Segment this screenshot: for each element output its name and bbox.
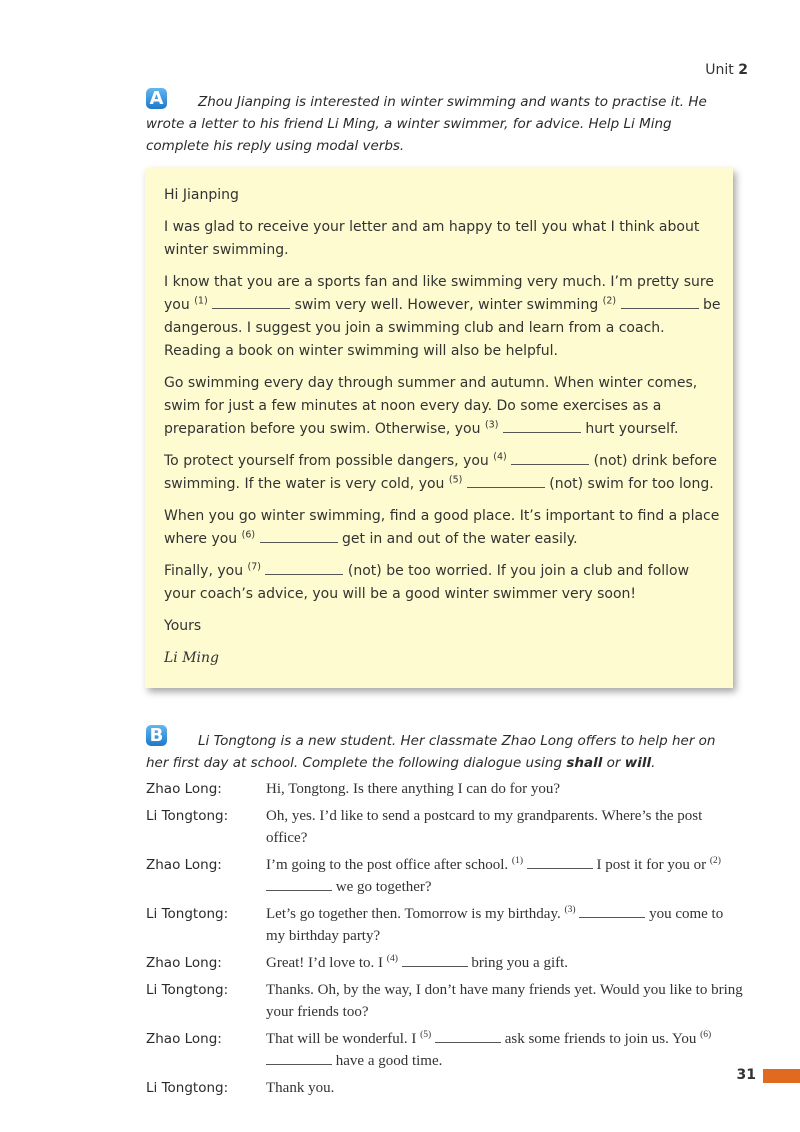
answer-blank-7[interactable] bbox=[265, 560, 343, 575]
answer-blank-2[interactable] bbox=[621, 294, 699, 309]
letter-signature: Li Ming bbox=[164, 650, 220, 666]
speaker: Zhao Long: bbox=[146, 857, 222, 873]
unit-label: Unit bbox=[705, 62, 734, 78]
blank-number: (4) bbox=[386, 954, 398, 964]
speaker: Li Tongtong: bbox=[146, 808, 229, 824]
section-b-badge: B bbox=[146, 725, 167, 746]
speaker: Li Tongtong: bbox=[146, 906, 229, 922]
dialogue-blank-3[interactable] bbox=[579, 903, 645, 918]
blank-number: (2) bbox=[709, 856, 721, 866]
dialogue-row bbox=[146, 952, 746, 974]
answer-blank-5[interactable] bbox=[467, 473, 545, 488]
speaker: Li Tongtong: bbox=[146, 1080, 229, 1096]
dialogue-line: I’m going to the post office after school. $^{(1)}$ I post it for you or $^{(2)}$ we go together? bbox=[266, 856, 721, 895]
section-a-badge: A bbox=[146, 88, 167, 109]
answer-blank-6[interactable] bbox=[260, 528, 338, 543]
dialogue-line: Let’s go together then. Tomorrow is my birthday. $^{(3)}$ you come to my birthday party? bbox=[266, 905, 724, 944]
dialogue-blank-6[interactable] bbox=[266, 1050, 332, 1065]
dialogue-blank-4[interactable] bbox=[402, 952, 468, 967]
blank-number: (1) bbox=[511, 856, 523, 866]
dialogue-blank-2[interactable] bbox=[266, 876, 332, 891]
dialogue-line: Thank you. bbox=[266, 1080, 335, 1096]
dialogue-row bbox=[146, 1077, 746, 1099]
dialogue-line: That will be wonderful. I $^{(5)}$ ask some friends to join us. You $^{(6)}$ have a good time. bbox=[266, 1030, 712, 1069]
dialogue-blank-1[interactable] bbox=[527, 854, 593, 869]
section-a-instruction: Zhou Jianping is interested in winter swimming and wants to practise it. He wrote a letter to his friend Li Ming, a winter swimmer, for advice. Help Li Ming complete his reply using modal verbs. bbox=[146, 94, 707, 154]
letter-paragraph-4: To protect yourself from possible dangers, you $^{(4)}$ (not) drink before swimming. If the water is very cold, you $^{(5)}$ (not) swim for too long. bbox=[164, 451, 717, 492]
blank-number: (7) bbox=[247, 561, 261, 573]
blank-number: (1) bbox=[194, 295, 208, 307]
dialogue-row bbox=[146, 805, 746, 849]
dialogue-line: Oh, yes. I’d like to send a postcard to my grandparents. Where’s the post office? bbox=[266, 808, 703, 846]
dialogue-blank-5[interactable] bbox=[435, 1028, 501, 1043]
speaker: Zhao Long: bbox=[146, 955, 222, 971]
blank-number: (6) bbox=[700, 1030, 712, 1040]
answer-blank-3[interactable] bbox=[503, 418, 581, 433]
answer-blank-1[interactable] bbox=[212, 294, 290, 309]
dialogue-row bbox=[146, 778, 746, 800]
blank-number: (3) bbox=[564, 905, 576, 915]
blank-number: (5) bbox=[420, 1030, 432, 1040]
dialogue-row bbox=[146, 903, 746, 947]
section-b-instruction: Li Tongtong is a new student. Her classmate Zhao Long offers to help her on her first day at school. Complete the following dialogue using shall or will. bbox=[146, 733, 716, 771]
letter-paragraph-5: When you go winter swimming, find a good place. It’s important to find a place where you $^{(6)}$ get in and out of the water easily. bbox=[164, 508, 720, 547]
dialogue-line: Thanks. Oh, by the way, I don’t have many friends yet. Would you like to bring your friends too? bbox=[266, 982, 743, 1020]
letter-closing: Yours bbox=[164, 618, 202, 634]
speaker: Zhao Long: bbox=[146, 1031, 222, 1047]
unit-number: 2 bbox=[738, 62, 748, 78]
dialogue-row bbox=[146, 854, 746, 898]
blank-number: (2) bbox=[602, 295, 617, 307]
dialogue-row bbox=[146, 979, 746, 1023]
letter-paragraph-2: I know that you are a sports fan and like swimming very much. I’m pretty sure you $^{(1)}$ swim very well. However, winter swimming $^{(2)}$ be dangerous. I suggest you join a swimming club and learn from a coach. Reading a book on winter swimming will also be helpful. bbox=[164, 274, 721, 359]
dialogue-row bbox=[146, 1028, 746, 1072]
letter-paragraph-1: I was glad to receive your letter and am happy to tell you what I think about winter swimming. bbox=[164, 219, 700, 258]
dialogue bbox=[146, 778, 746, 1104]
answer-blank-4[interactable] bbox=[511, 450, 589, 465]
speaker: Zhao Long: bbox=[146, 781, 222, 797]
letter-paragraph-6: Finally, you $^{(7)}$ (not) be too worried. If you join a club and follow your coach’s advice, you will be a good winter swimmer very soon! bbox=[164, 561, 690, 602]
speaker: Li Tongtong: bbox=[146, 982, 229, 998]
blank-number: (5) bbox=[448, 474, 463, 486]
letter-greeting: Hi Jianping bbox=[164, 187, 239, 203]
letter-paragraph-3: Go swimming every day through summer and autumn. When winter comes, swim for just a few minutes at noon every day. Do some exercises as a preparation before you swim. Otherwise, you $^{(3)}$ hurt yourself. bbox=[164, 375, 698, 437]
blank-number: (3) bbox=[484, 419, 499, 431]
blank-number: (4) bbox=[493, 451, 507, 463]
dialogue-line: Great! I’d love to. I $^{(4)}$ bring you a gift. bbox=[266, 954, 569, 971]
page-number-bar bbox=[763, 1069, 800, 1083]
blank-number: (6) bbox=[241, 529, 256, 541]
letter-body bbox=[164, 184, 724, 679]
page-number: 31 bbox=[736, 1067, 756, 1083]
dialogue-line: Hi, Tongtong. Is there anything I can do for you? bbox=[266, 781, 561, 797]
unit-header bbox=[705, 62, 748, 78]
